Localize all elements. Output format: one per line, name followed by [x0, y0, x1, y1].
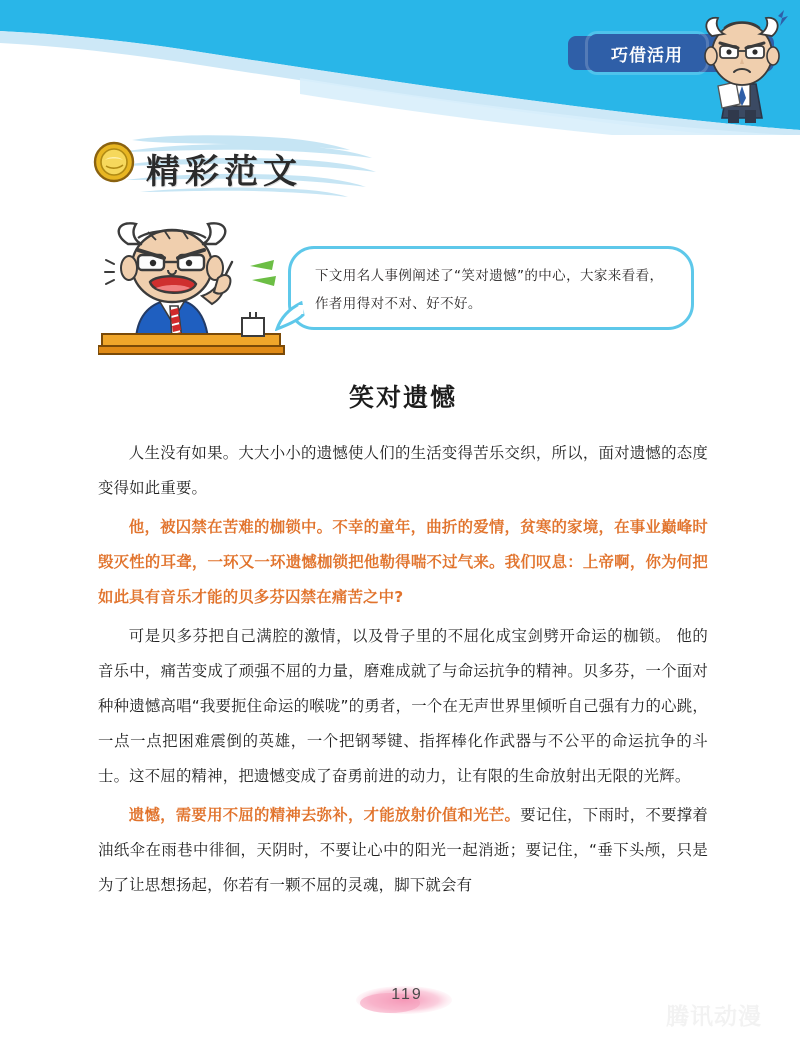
section-title-block — [88, 132, 378, 212]
article-paragraph: 人生没有如果。大大小小的遗憾使人们的生活变得苦乐交织，所以，面对遗憾的态度变得如此重要。 — [98, 444, 708, 497]
header-tag — [588, 34, 706, 72]
article-paragraph-mixed — [98, 798, 708, 903]
section-title-text: 精彩范文 — [146, 152, 302, 192]
gold-coin-icon — [92, 140, 136, 184]
article-title: 笑对遗憾 — [348, 383, 457, 412]
speech-bubble-tail — [275, 301, 305, 331]
speech-bubble-text: 下文用名人事例阐述了“笑对遗憾”的中心，大家来看看，作者用得对不对、好不好。 — [315, 268, 664, 312]
article-paragraph: 可是贝多芬把自己满腔的激情，以及骨子里的不屈化成宝剑劈开命运的枷锁。 他的音乐中，痛苦变成了顽强不屈的力量，磨难成就了与命运抗争的精神。贝多芬，一个面对种种遗憾高唱“我要扼住命运的喉咙”的勇者，一个在无声世界里倾听自己强有力的心跳，一点一点把困难震倒的英雄，一个把钢琴键、指挥棒化作武器与不公平的命运抗争的斗士。这不屈的精神，把遗憾变成了奋勇前进的动力，让有限的生命放射出无限的光辉。 — [98, 627, 708, 785]
teacher-at-desk-icon — [98, 222, 294, 362]
header-tag-label: 巧借活用 — [611, 45, 683, 66]
teacher-character-icon — [694, 6, 790, 124]
article-highlight-run: 遗憾，需要用不屈的精神去弥补，才能放射价值和光芒。 — [128, 806, 521, 824]
watermark-logo: 腾讯动漫 — [666, 1004, 762, 1030]
speech-bubble — [288, 246, 694, 330]
article-body — [98, 378, 708, 907]
page-number-block — [352, 978, 462, 1024]
article-paragraph-highlighted: 他，被囚禁在苦难的枷锁中。不幸的童年，曲折的爱情，贫寒的家境，在事业巅峰时毁灭性的耳聋，一环又一环遗憾枷锁把他勒得喘不过气来。我们叹息：上帝啊，你为何把如此具有音乐才能的贝多芬囚禁在痛苦之中? — [98, 518, 708, 606]
article-normal-run: 要记住，下雨时，不要撑着油纸伞在雨巷中徘徊，天阴时，不要让心中的阳光一起消逝；要记住，“垂下头颅，只是为了让思想扬起，你若有一颗不屈的灵魂，脚下就会有 — [98, 806, 708, 894]
page-number-text: 119 — [391, 986, 423, 1003]
